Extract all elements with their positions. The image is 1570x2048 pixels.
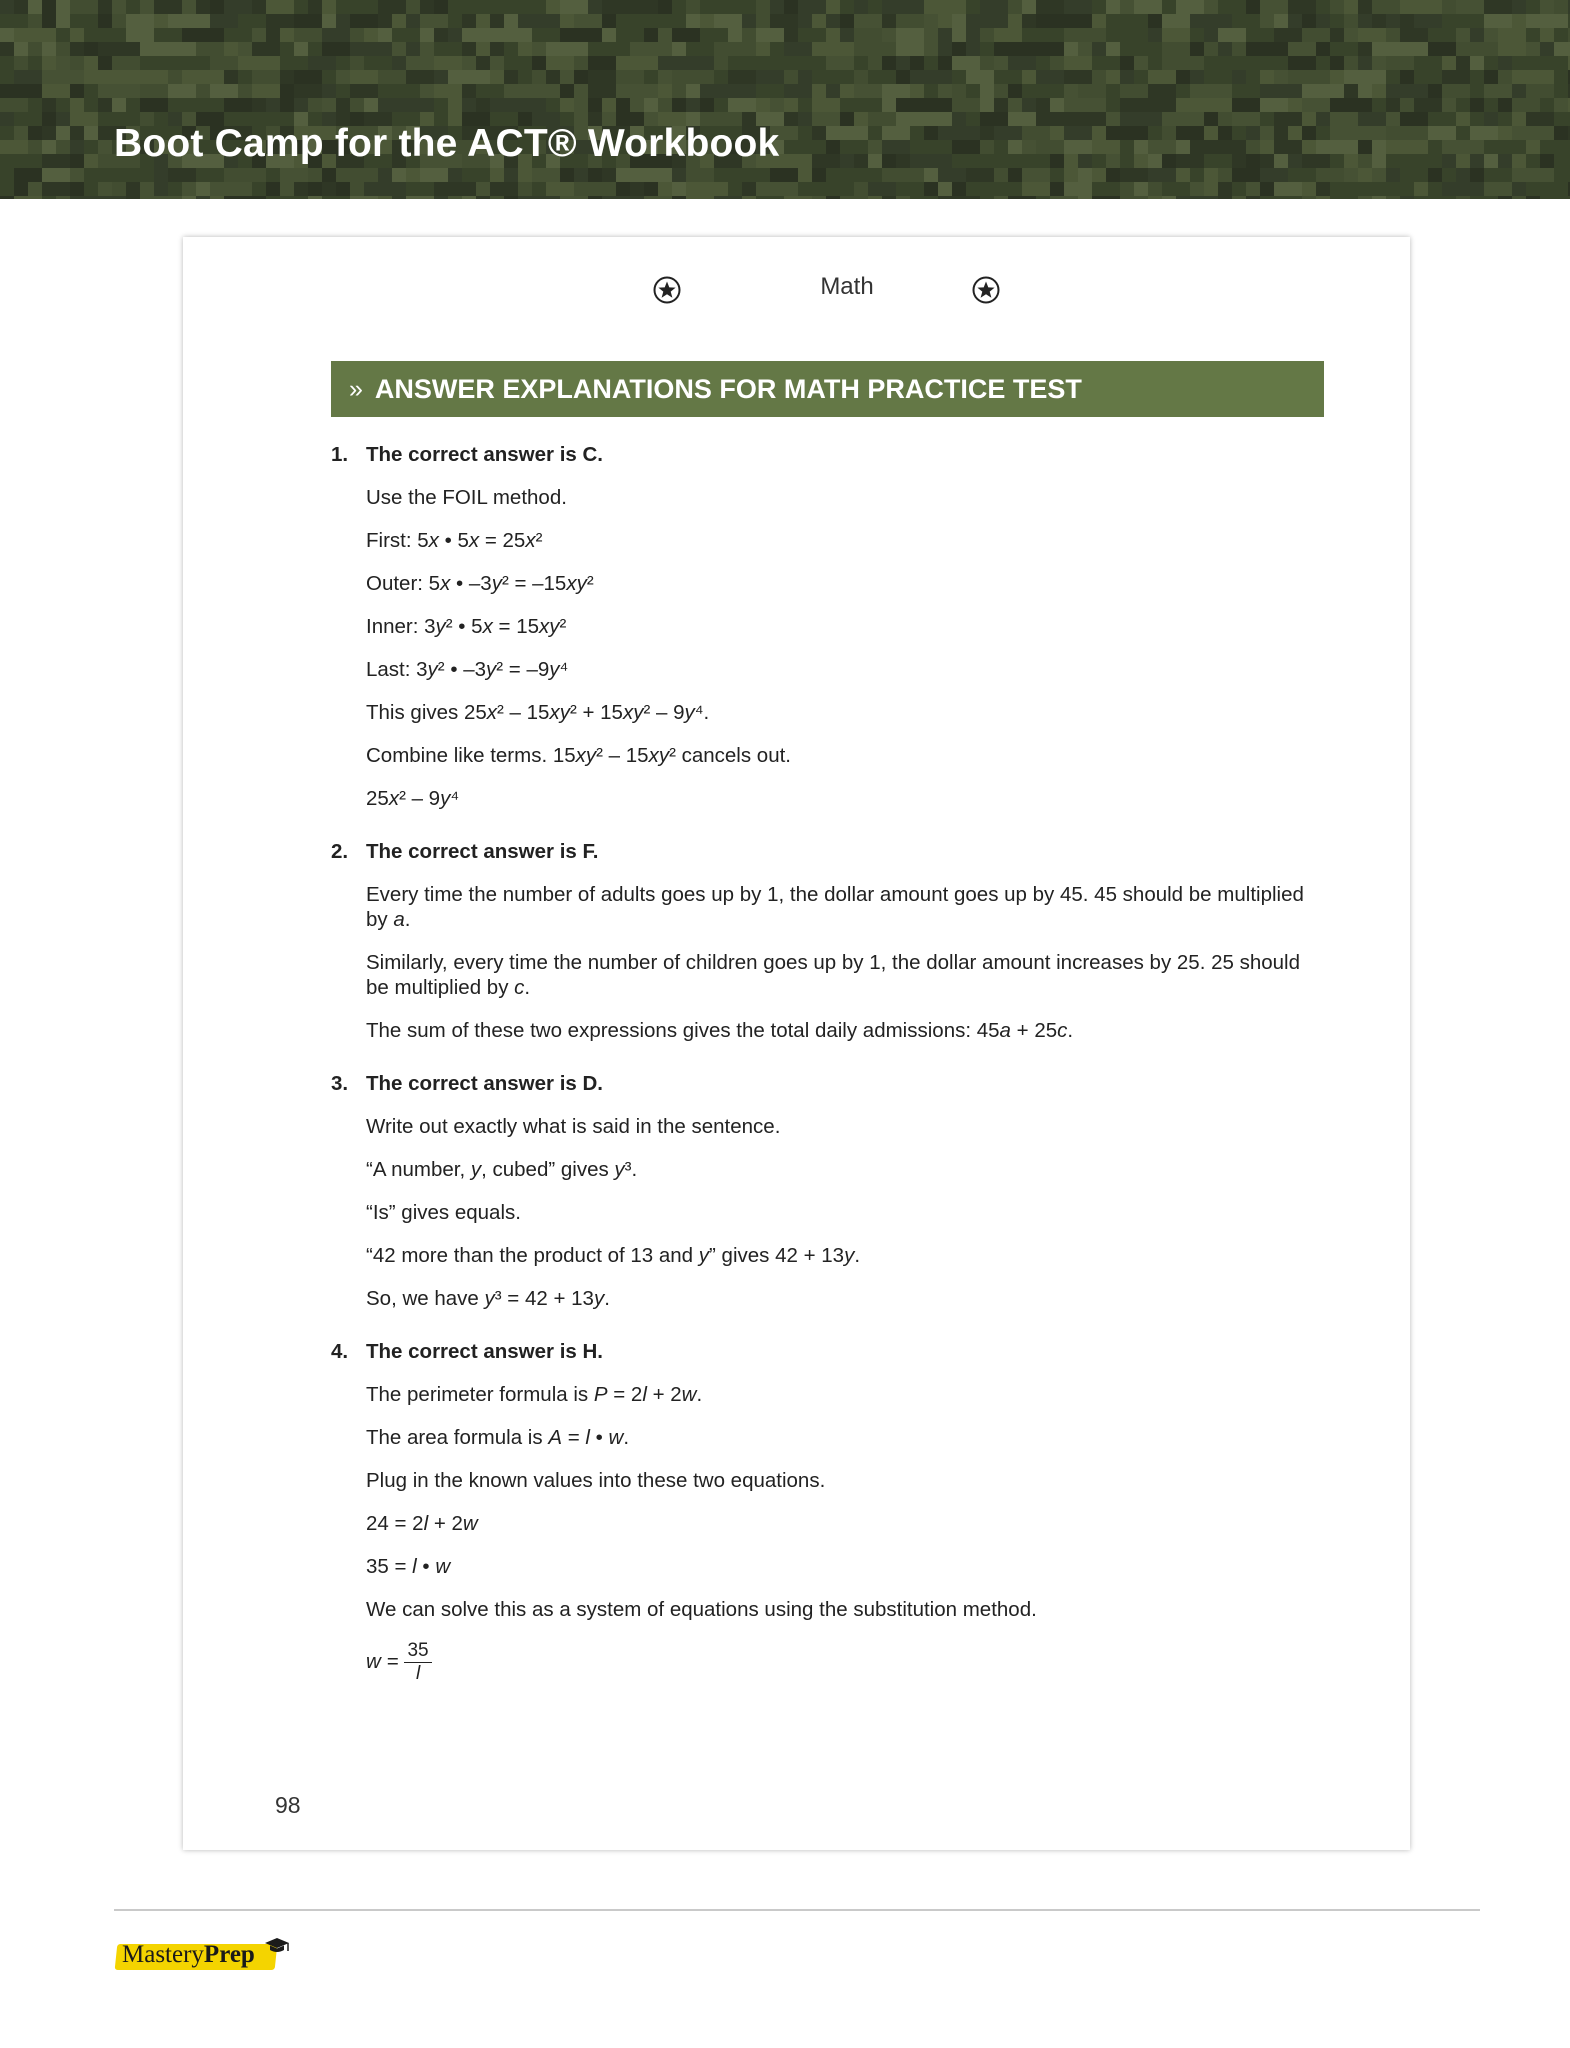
star-in-circle-icon <box>652 275 682 305</box>
footer-divider <box>114 1909 1480 1911</box>
explanation-line: We can solve this as a system of equations using the substitution method. <box>366 1598 1037 1621</box>
explanation-line: Inner: 3y² • 5x = 15xy² <box>366 615 567 638</box>
answer-item <box>331 442 1324 811</box>
explanation-line: The sum of these two expressions gives the total daily admissions: 45a + 25c. <box>366 1019 1074 1042</box>
explanation-line: Every time the number of adults goes up by 1, the dollar amount goes up by 45. 45 should be multiplied by a. <box>366 883 1304 931</box>
logo-text: MasteryPrep <box>122 1941 255 1968</box>
answer-heading-text: The correct answer is D. <box>366 1072 603 1095</box>
page-number: 98 <box>275 1792 301 1818</box>
fraction <box>404 1640 431 1685</box>
question-number: 3. <box>331 1072 349 1095</box>
explanation-line: Use the FOIL method. <box>366 486 567 509</box>
explanation-line: Similarly, every time the number of children goes up by 1, the dollar amount increases by 25. 25 should be multiplied by c. <box>366 951 1301 999</box>
workbook-page <box>183 237 1410 1850</box>
explanation-line: Plug in the known values into these two equations. <box>366 1469 826 1492</box>
question-number: 1. <box>331 443 349 466</box>
answer-explanations <box>331 442 1324 1703</box>
explanation-line: 35 = l • w <box>366 1555 451 1578</box>
masteryprep-logo <box>114 1935 284 1977</box>
answer-heading-text: The correct answer is H. <box>366 1340 603 1363</box>
explanation-line: First: 5x • 5x = 25x² <box>366 529 543 552</box>
answer-item <box>331 839 1324 1043</box>
chevron-icon: » <box>349 374 363 403</box>
answer-heading <box>331 1339 1324 1364</box>
camo-pattern <box>0 0 1570 199</box>
explanation-line: 24 = 2l + 2w <box>366 1512 478 1535</box>
star-in-circle-icon <box>971 275 1001 305</box>
explanation-line: So, we have y³ = 42 + 13y. <box>366 1287 610 1310</box>
explanation-line: “Is” gives equals. <box>366 1201 521 1224</box>
answer-heading <box>331 442 1324 467</box>
explanation-line: The area formula is A = l • w. <box>366 1426 630 1449</box>
explanation-line: The perimeter formula is P = 2l + 2w. <box>366 1383 703 1406</box>
explanation-line: “A number, y, cubed” gives y³. <box>366 1158 638 1181</box>
fraction-denominator: l <box>415 1663 421 1684</box>
answer-item <box>331 1339 1324 1685</box>
question-number: 4. <box>331 1340 349 1363</box>
workbook-title: Boot Camp for the ACT® Workbook <box>114 122 780 165</box>
header-banner <box>0 0 1570 199</box>
answer-heading-text: The correct answer is F. <box>366 840 599 863</box>
graduation-cap-icon <box>262 1935 292 1957</box>
explanation-line: “42 more than the product of 13 and y” gives 42 + 13y. <box>366 1244 861 1267</box>
fraction-numerator: 35 <box>404 1640 431 1663</box>
explanation-line: Last: 3y² • –3y² = –9y⁴ <box>366 658 569 681</box>
fraction-lhs: w = <box>366 1649 399 1673</box>
explanation-line: This gives 25x² – 15xy² + 15xy² – 9y⁴. <box>366 701 710 724</box>
question-number: 2. <box>331 840 349 863</box>
section-banner <box>331 361 1324 417</box>
answer-item <box>331 1071 1324 1311</box>
explanation-line: 25x² – 9y⁴ <box>366 787 460 810</box>
running-head-label: Math <box>820 273 874 300</box>
explanation-line: Outer: 5x • –3y² = –15xy² <box>366 572 594 595</box>
answer-heading <box>331 1071 1324 1096</box>
camo-shade <box>0 0 1570 199</box>
answer-heading-text: The correct answer is C. <box>366 443 603 466</box>
explanation-line: Combine like terms. 15xy² – 15xy² cancels out. <box>366 744 791 767</box>
section-title: ANSWER EXPLANATIONS FOR MATH PRACTICE TEST <box>374 373 1082 404</box>
answer-heading <box>331 839 1324 864</box>
fraction-line <box>366 1640 1324 1685</box>
explanation-line: Write out exactly what is said in the sentence. <box>366 1115 781 1138</box>
